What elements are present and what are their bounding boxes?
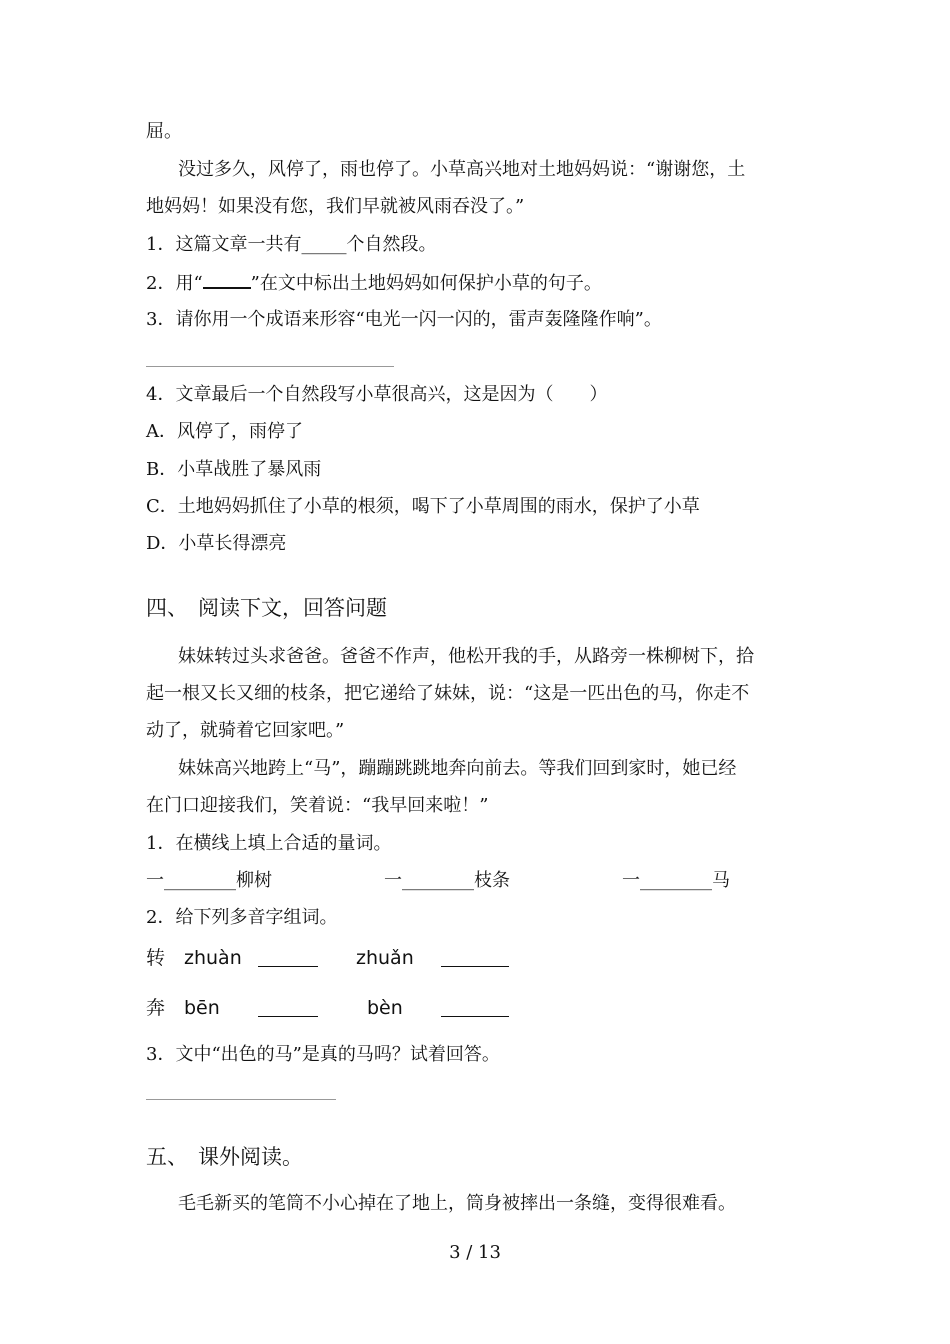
polyphone-row	[146, 945, 746, 971]
option-b: B．小草战胜了暴风雨	[146, 459, 322, 480]
option-c: C．土地妈妈抓住了小草的根须，喝下了小草周围的雨水，保护了小草	[146, 496, 700, 517]
question-2: 2．给下列多音字组词。	[146, 907, 338, 928]
question-1	[146, 233, 436, 257]
question-1: 1．在横线上填上合适的量词。	[146, 833, 392, 854]
answer-line[interactable]	[258, 966, 318, 967]
answer-line[interactable]	[146, 366, 394, 367]
paragraph-line: 地妈妈！如果没有您，我们早就被风雨吞没了。”	[146, 196, 525, 217]
paragraph-line: 没过多久，风停了，雨也停了。小草高兴地对土地妈妈说：“谢谢您，土	[178, 159, 746, 180]
section-heading	[146, 1143, 303, 1171]
fill-blank-willow[interactable]: 一________柳树	[146, 870, 272, 891]
answer-line[interactable]	[258, 1016, 318, 1017]
underline-mark	[203, 271, 251, 289]
polyphone-character: 奔	[146, 997, 166, 1019]
answer-line[interactable]	[441, 1016, 509, 1017]
fill-blank-branch[interactable]: 一________枝条	[384, 870, 510, 891]
pinyin: zhuǎn	[356, 947, 414, 969]
section-title: 课外阅读。	[198, 1145, 303, 1169]
option-d: D．小草长得漂亮	[146, 533, 287, 554]
question-1-prefix: 1．这篇文章一共有	[146, 234, 302, 255]
paragraph-line: 动了，就骑着它回家吧。”	[146, 720, 345, 741]
option-a: A．风停了，雨停了	[146, 421, 303, 442]
section-title: 阅读下文，回答问题	[198, 596, 387, 620]
paragraph-line: 毛毛新买的笔筒不小心掉在了地上，筒身被摔出一条缝，变得很难看。	[178, 1193, 736, 1214]
paragraph-line: 妹妹高兴地跨上“马”，蹦蹦跳跳地奔向前去。等我们回到家时，她已经	[178, 758, 737, 779]
answer-line[interactable]	[441, 966, 509, 967]
question-4: 4．文章最后一个自然段写小草很高兴，这是因为（ ）	[146, 384, 608, 405]
question-2-prefix: 2．用“	[146, 273, 203, 294]
pinyin: bēn	[184, 997, 220, 1019]
section-number: 四、	[146, 596, 188, 620]
question-3: 3．请你用一个成语来形容“电光一闪一闪的，雷声轰隆隆作响”。	[146, 309, 662, 330]
pinyin: bèn	[367, 997, 403, 1019]
question-2-suffix: ”在文中标出土地妈妈如何保护小草的句子。	[250, 273, 602, 294]
paragraph-line: 起一根又长又细的枝条，把它递给了妹妹，说：“这是一匹出色的马，你走不	[146, 683, 750, 704]
answer-blank[interactable]: _____	[301, 234, 347, 255]
page-number: 3 / 13	[449, 1242, 501, 1263]
polyphone-character: 转	[146, 947, 166, 969]
polyphone-row	[146, 995, 746, 1021]
section-heading	[146, 594, 387, 622]
pinyin: zhuàn	[184, 947, 242, 969]
section-number: 五、	[146, 1145, 188, 1169]
question-1-suffix: 个自然段。	[346, 234, 437, 255]
question-3: 3．文中“出色的马”是真的马吗？试着回答。	[146, 1044, 500, 1065]
answer-line[interactable]	[146, 1099, 336, 1100]
paragraph-line: 在门口迎接我们，笑着说：“我早回来啦！”	[146, 795, 489, 816]
question-2	[146, 271, 602, 296]
paragraph-line: 妹妹转过头求爸爸。爸爸不作声，他松开我的手，从路旁一株柳树下，拾	[178, 646, 754, 667]
paragraph-continuation: 屈。	[146, 121, 182, 142]
fill-blank-horse[interactable]: 一________马	[622, 870, 730, 891]
